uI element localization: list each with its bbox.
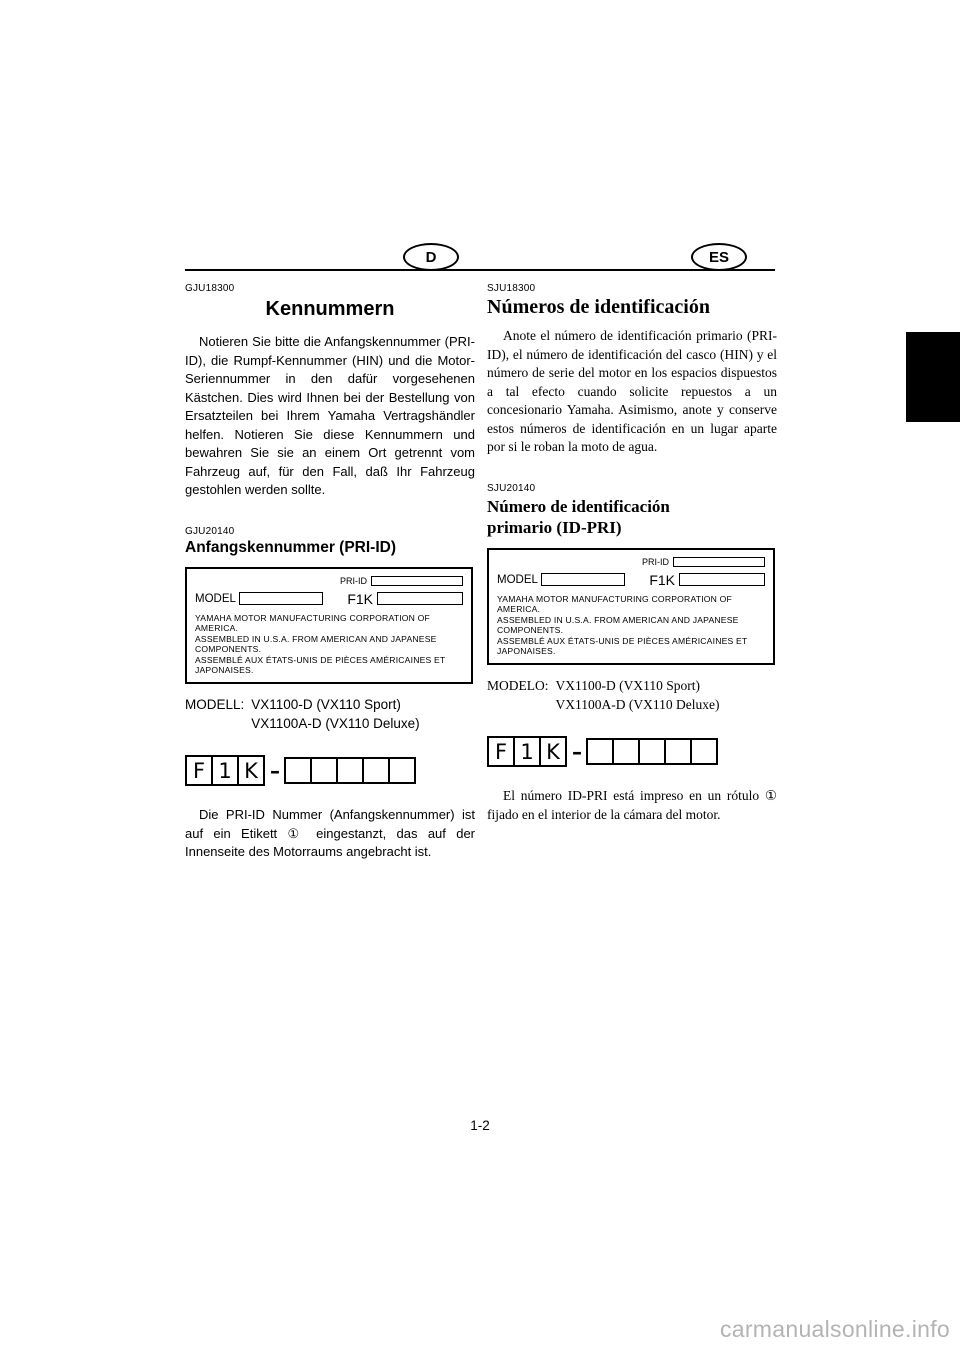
subsection-title-spanish: Número de identificación primario (ID-PRI) (487, 496, 670, 537)
plate-text-line: ASSEMBLED IN U.S.A. FROM AMERICAN AND JAPANESE (195, 633, 437, 644)
plate-text-line: YAMAHA MOTOR MANUFACTURING CORPORATION OF AMERICA. (195, 612, 430, 634)
model-line: VX1100A-D (VX110 Deluxe) (251, 716, 420, 732)
plate-text-line: JAPONAISES. (195, 665, 254, 676)
header-rule (185, 269, 775, 271)
plate-code-box (679, 573, 765, 586)
section-code-german-2: GJU20140 (185, 525, 235, 537)
language-badge-es (691, 243, 747, 271)
model-line: VX1100A-D (VX110 Deluxe) (555, 697, 720, 713)
serial-blank-cell (612, 738, 640, 765)
plate-pri-id-row (195, 574, 463, 588)
chapter-index-tab (906, 332, 960, 422)
serial-prefix-cell: F (487, 736, 515, 767)
serial-prefix-cell: F (185, 755, 213, 786)
serial-blank-cell (362, 757, 390, 784)
model-info-spanish (487, 676, 777, 714)
serial-number-field-spanish (487, 736, 777, 767)
serial-blank-cell (638, 738, 666, 765)
model-values (556, 676, 720, 714)
plate-text-line: COMPONENTS. (497, 625, 564, 636)
page-number: 1-2 (470, 1118, 490, 1133)
model-line: VX1100-D (VX110 Sport) (251, 697, 401, 713)
plate-text-line: ASSEMBLÉ AUX ÉTATS-UNIS DE PIÈCES AMÉRICAINES ET (195, 654, 446, 665)
serial-number-field-german (185, 755, 475, 786)
plate-model-box (541, 573, 625, 586)
plate-model-label: MODEL (195, 592, 236, 605)
german-column (185, 283, 475, 862)
serial-prefix-cell: K (539, 736, 567, 767)
plate-text-line: YAMAHA MOTOR MANUFACTURING CORPORATION OF AMERICA. (497, 593, 732, 615)
model-line: VX1100-D (VX110 Sport) (555, 678, 700, 694)
model-label: MODELL: (185, 697, 245, 713)
serial-prefix-cell: K (237, 755, 265, 786)
watermark: carmanualsonline.info (719, 1316, 950, 1342)
section-title-german: Kennummern (265, 298, 395, 320)
plate-text (497, 594, 765, 658)
plate-pri-id-row (497, 555, 765, 569)
plate-pri-id-box (673, 557, 765, 567)
serial-blank-cell (310, 757, 338, 784)
body-paragraph-german-2: Die PRI-ID Nummer (Anfangskennummer) ist auf ein Etikett ① eingestanzt, das auf der Innenseite des Motorraums angebracht ist. (185, 807, 475, 860)
plate-text-line: JAPONAISES. (497, 646, 556, 657)
section-code-german-1: GJU18300 (185, 283, 235, 294)
plate-text-line: COMPONENTS. (195, 644, 262, 655)
serial-blank-cell (284, 757, 312, 784)
plate-model-row (497, 570, 765, 590)
plate-pri-id-label: PRI-ID (642, 556, 669, 567)
model-label: MODELO: (487, 678, 549, 694)
model-info-german (185, 695, 475, 733)
section-code-spanish-1: SJU18300 (487, 283, 536, 294)
plate-text-line: ASSEMBLED IN U.S.A. FROM AMERICAN AND JAPANESE (497, 614, 739, 625)
pri-id-plate (487, 548, 775, 666)
plate-model-row (195, 589, 463, 609)
model-values (251, 695, 419, 733)
plate-pri-id-label: PRI-ID (340, 575, 367, 586)
serial-blank-cell (690, 738, 718, 765)
serial-blank-cell (388, 757, 416, 784)
body-paragraph-german-1: Notieren Sie bitte die Anfangskennummer (PRI-ID), die Rumpf-Kennummer (HIN) und die Motor-Seriennummer in den dafür vorgesehenen Kästchen. Dies wird Ihnen bei der Bestellung von Ersatzteilen bei Ihrem Yamaha Vertragshändler helfen. Notieren Sie diese Kennummern und bewahren Sie sie an einem Ort getrennt vom Fahrzeug auf, für den Fall, daß Ihr Fahrzeug gestohlen werden sollte. (185, 334, 475, 497)
serial-prefix-cell: 1 (211, 755, 239, 786)
serial-dash: – (270, 758, 280, 783)
plate-text (195, 613, 463, 677)
plate-code: F1K (347, 590, 373, 607)
section-title-spanish: Números de identificación (487, 296, 710, 318)
language-badge-d (403, 243, 459, 271)
serial-prefix-cell: 1 (513, 736, 541, 767)
body-paragraph-spanish-1: Anote el número de identificación primario (PRI-ID), el número de identificación del casco (HIN) y el número de serie del motor en los espacios dispuestos a tal efecto cuando solicite repuestos a un concesionario Yamaha. Asimismo, anote y conserve estos números de identificación en un lugar aparte por si le roban la moto de agua. (487, 328, 777, 454)
serial-blank-cell (586, 738, 614, 765)
serial-dash: – (572, 739, 582, 764)
body-paragraph-spanish-2: El número ID-PRI está impreso en un rótulo ① fijado en el interior de la cámara del motor. (487, 788, 777, 822)
serial-blank-cell (664, 738, 692, 765)
plate-code: F1K (649, 571, 675, 588)
plate-text-line: ASSEMBLÉ AUX ÉTATS-UNIS DE PIÈCES AMÉRICAINES ET (497, 635, 748, 646)
language-badge-d-label: D (425, 248, 437, 266)
pri-id-plate (185, 567, 473, 685)
plate-code-box (377, 592, 463, 605)
plate-model-label: MODEL (497, 573, 538, 586)
subsection-title-german: Anfangskennummer (PRI-ID) (185, 538, 396, 556)
plate-model-box (239, 592, 323, 605)
plate-pri-id-box (371, 576, 463, 586)
spanish-column (487, 283, 777, 824)
language-badge-es-label: ES (708, 248, 729, 266)
section-code-spanish-2: SJU20140 (487, 482, 536, 494)
serial-blank-cell (336, 757, 364, 784)
